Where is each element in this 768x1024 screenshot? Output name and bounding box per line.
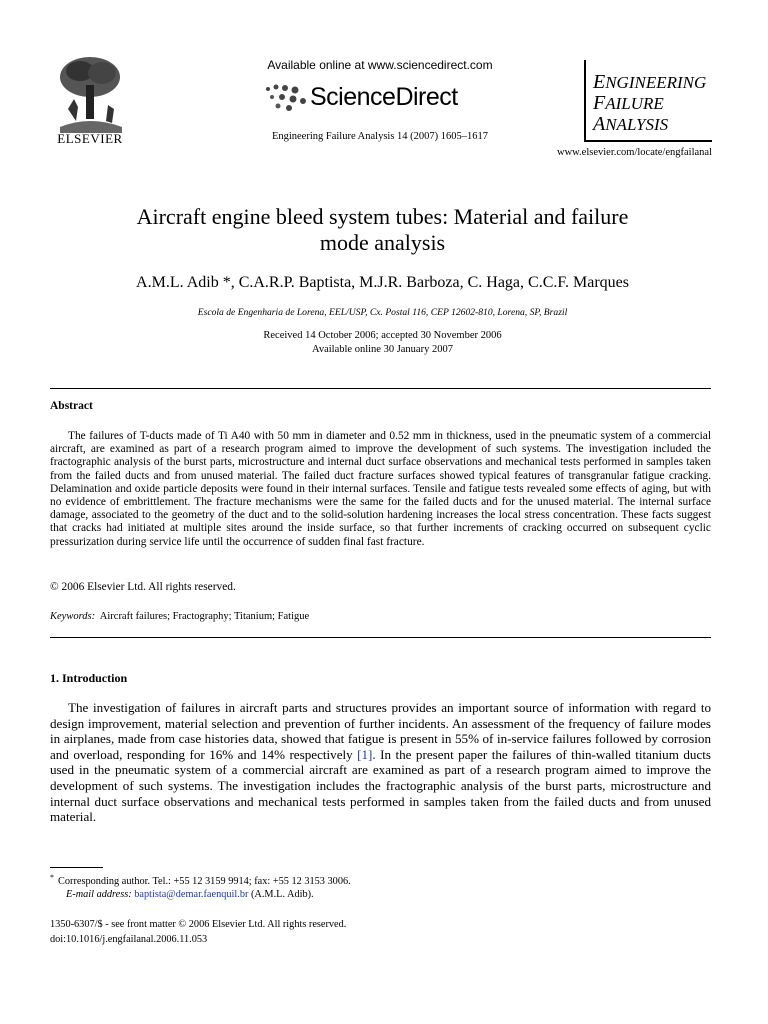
divider	[50, 637, 711, 638]
affiliation: Escola de Engenharia de Lorena, EEL/USP, Cx. Postal 116, CEP 12602-810, Lorena, SP, Brazil	[197, 307, 568, 318]
journal-title: ENGINEERING FAILURE ANALYSIS	[593, 71, 707, 135]
footnote-rule	[50, 867, 103, 868]
available-online-banner[interactable]: Available online at www.sciencedirect.com	[267, 58, 493, 72]
journal-title-rule-vertical	[584, 60, 586, 140]
issn-line: 1350-6307/$ - see front matter © 2006 Elsevier Ltd. All rights reserved.	[50, 919, 347, 930]
keywords-label: Keywords:	[50, 611, 96, 622]
journal-title-rule-horizontal	[584, 140, 712, 142]
email-link[interactable]: baptista@demar.faenquil.br	[134, 889, 249, 900]
abstract-text: The failures of T-ducts made of Ti A40 with 50 mm in diameter and 0.52 mm in thickness, used in the pneumatic system of a commercial aircraft, are examined as part of a research program aimed to improve the development of such systems. The investigation included the fractographic analysis of the burst parts, microstructure and internal duct surface observations and mechanical tests performed in samples taken from the failed ducts and from unused material. The failed duct fracture surfaces showed typical features of transgranular fatigue cracking. Delamination and oxide particle deposits were found in their internal surfaces. Tensile and fatigue tests revealed some effects of aging, but with no evidence of embrittlement. The fracture mechanisms were the same for the failed ducts and for the unused material. The internal surface damage, associated to the geometry of the duct and to the solid-solution hardening increases the local stress concentration. These facts suggest that cracks had initiated at multiple sites around the inside surface, so that further increments of cracking occurred on subsequent cyclic pressurization during service life until the occurrence of sudden final fast fracture.	[50, 430, 711, 548]
keywords	[50, 611, 309, 622]
sciencedirect-logo[interactable]	[262, 80, 458, 114]
email-footnote: E-mail address: baptista@demar.faenquil.br (A.M.L. Adib).	[66, 889, 314, 900]
paper-title: Aircraft engine bleed system tubes: Material and failure mode analysis	[136, 204, 629, 255]
doi-line[interactable]: doi:10.1016/j.engfailanal.2006.11.053	[50, 934, 208, 945]
author-list: A.M.L. Adib *, C.A.R.P. Baptista, M.J.R. Barboza, C. Haga, C.C.F. Marques	[136, 274, 629, 291]
received-dates: Received 14 October 2006; accepted 30 November 2006	[263, 330, 502, 341]
journal-url[interactable]: www.elsevier.com/locate/engfailanal	[556, 147, 712, 158]
keywords-list: Aircraft failures; Fractography; Titanium; Fatigue	[99, 611, 310, 622]
corresponding-author-footnote: * Corresponding author. Tel.: +55 12 3159 9914; fax: +55 12 3153 3006.	[50, 873, 351, 887]
abstract-heading: Abstract	[50, 400, 93, 412]
divider	[50, 388, 711, 389]
section-heading-introduction: 1. Introduction	[50, 671, 128, 685]
publisher-name: ELSEVIER	[57, 131, 123, 146]
abstract-copyright: © 2006 Elsevier Ltd. All rights reserved.	[50, 581, 236, 593]
sciencedirect-wordmark: ScienceDirect	[310, 82, 458, 111]
elsevier-tree-logo	[50, 44, 130, 144]
introduction-text: The investigation of failures in aircraft parts and structures provides an important source of information with regard to design improvement, material selection and prevention of further incidents. An assessment of the frequency of failure modes in airplanes, made from case histories data, showed that fatigue is present in 55% of in-service failures followed by corrosion and overload, responding for 16% and 14% respectively [1]. In the present paper the failures of thin-walled titanium ducts used in the pneumatic system of a commercial aircraft are examined as part of a research program aimed to improve the development of such systems. The investigation includes the fractographic analysis of the burst parts, microstructure and internal duct surface observations and mechanical tests performed in samples taken from the failed ducts and from unused material.	[50, 700, 711, 825]
sciencedirect-dots-icon	[262, 81, 308, 113]
journal-reference: Engineering Failure Analysis 14 (2007) 1605–1617	[271, 131, 489, 142]
available-online-date: Available online 30 January 2007	[312, 344, 453, 355]
citation-link[interactable]: [1]	[357, 746, 373, 762]
